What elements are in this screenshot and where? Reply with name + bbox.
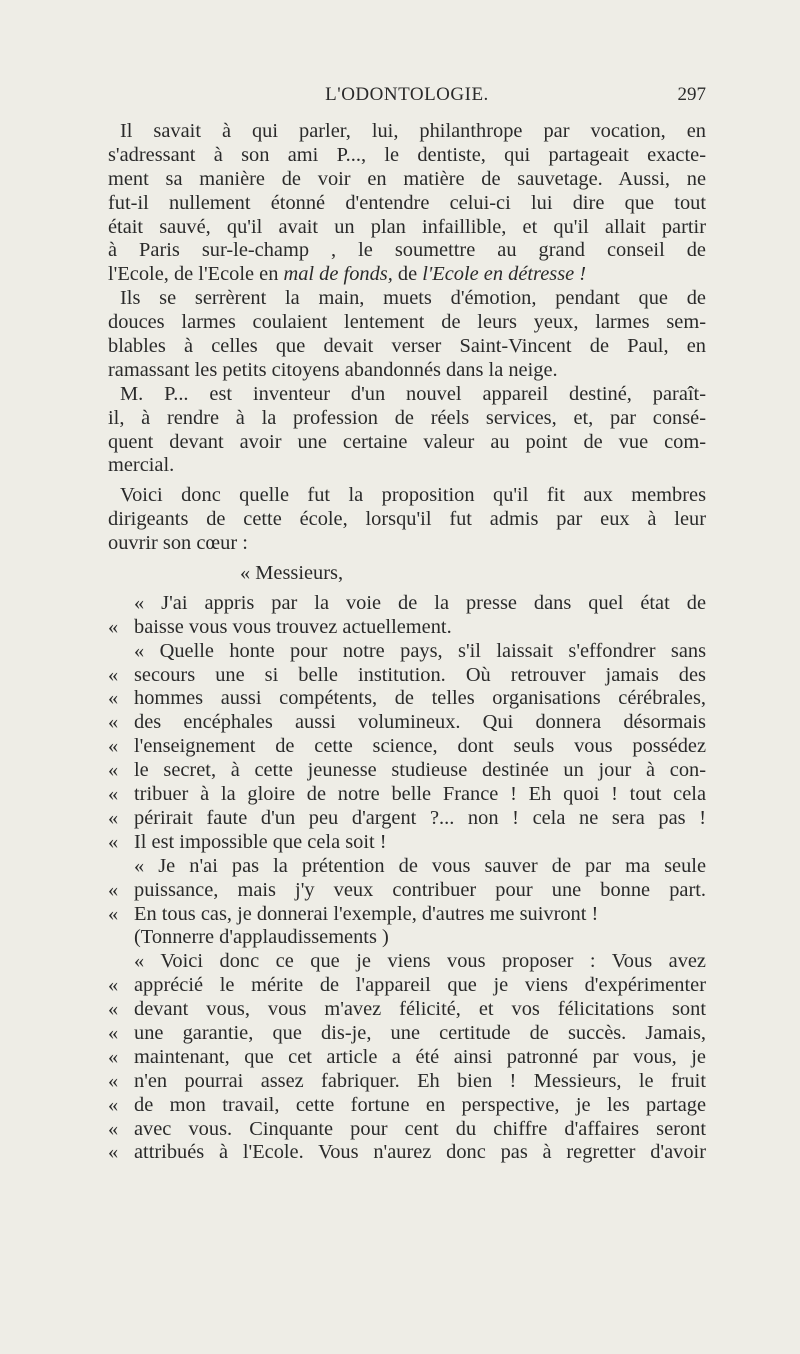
text-line: quent devant avoir une certaine valeur au point de vue com-	[108, 430, 706, 453]
text-line: s'adressant à son ami P..., le dentiste, qui partageait exacte-	[108, 143, 706, 166]
letter-line	[108, 1046, 706, 1070]
quote-mark: «	[108, 1069, 119, 1092]
text-line: Ils se serrèrent la main, muets d'émotion, pendant que de	[120, 287, 706, 310]
text-run: l'Ecole, de l'Ecole en	[108, 263, 284, 286]
letter-line	[108, 879, 706, 903]
letter-line	[108, 616, 706, 640]
letter-text: baisse vous vous trouvez actuellement.	[134, 615, 452, 638]
letter-line	[108, 759, 706, 783]
quote-mark: «	[108, 1117, 119, 1140]
italic-run: mal de fonds,	[283, 263, 393, 286]
letter-text: « J'ai appris par la voie de la presse dans quel état de	[134, 591, 706, 614]
letter-text: avec vous. Cinquante pour cent du chiffre d'affaires seront	[134, 1117, 706, 1140]
letter-text: puissance, mais j'y veux contribuer pour une bonne part.	[134, 878, 706, 901]
letter-text: n'en pourrai assez fabriquer. Eh bien ! Messieurs, le fruit	[134, 1069, 706, 1092]
letter-text: devant vous, vous m'avez félicité, et vos félicitations sont	[134, 998, 706, 1021]
text-line: était sauvé, qu'il avait un plan infaillible, et qu'il allait partir	[108, 215, 706, 238]
text-run: de	[392, 263, 423, 286]
letter-line	[108, 1070, 706, 1094]
letter-text: (Tonnerre d'applaudissements )	[134, 926, 389, 949]
letter-line	[108, 1094, 706, 1118]
letter-text: attribués à l'Ecole. Vous n'aurez donc pas à regretter d'avoir	[134, 1141, 706, 1164]
letter-text: hommes aussi compétents, de telles organisations cérébrales,	[134, 687, 706, 710]
text-line: blables à celles que devait verser Saint-Vincent de Paul, en	[108, 335, 706, 358]
letter-text: secours une si belle institution. Où retrouver jamais des	[134, 663, 706, 686]
letter-text: En tous cas, je donnerai l'exemple, d'autres me suivront !	[134, 902, 599, 925]
quote-mark: «	[108, 1045, 119, 1068]
text-line: dirigeants de cette école, lorsqu'il fut admis par eux à leur	[108, 508, 706, 531]
text-line	[108, 263, 706, 287]
text-line: ment sa manière de voir en matière de sauvetage. Aussi, ne	[108, 167, 706, 190]
quote-mark: «	[108, 1093, 119, 1116]
quote-mark: «	[108, 878, 119, 901]
letter-line	[108, 1141, 706, 1165]
quote-mark: «	[108, 1141, 119, 1164]
letter-text: périrait faute d'un peu d'argent ?... non ! cela ne sera pas !	[134, 806, 706, 829]
letter-text: « Voici donc ce que je viens vous proposer : Vous avez	[134, 950, 706, 973]
letter-line	[108, 974, 706, 998]
letter-text: « Je n'ai pas la prétention de vous sauver de par ma seule	[134, 854, 706, 877]
letter-text: « Quelle honte pour notre pays, s'il laissait s'effondrer sans	[134, 639, 706, 662]
letter-line	[108, 640, 706, 664]
letter-line	[108, 711, 706, 735]
text-line: ramassant les petits citoyens abandonnés dans la neige.	[108, 358, 558, 381]
text-line: M. P... est inventeur d'un nouvel appareil destiné, paraît-	[120, 382, 706, 405]
text-line: Voici donc quelle fut la proposition qu'il fit aux membres	[120, 484, 706, 507]
letter-line	[108, 592, 706, 616]
letter-text: maintenant, que cet article a été ainsi patronné par vous, je	[134, 1045, 706, 1068]
quote-mark: «	[108, 902, 119, 925]
letter-line	[108, 926, 706, 950]
quote-mark: «	[108, 998, 119, 1021]
letter-line	[108, 687, 706, 711]
quote-mark: «	[108, 735, 119, 758]
letter-line	[108, 1118, 706, 1142]
letter-text: apprécié le mérite de l'appareil que je viens d'expérimenter	[134, 974, 706, 997]
quote-mark: «	[108, 974, 119, 997]
letter-line	[108, 735, 706, 759]
letter-text: tribuer à la gloire de notre belle France ! Eh quoi ! tout cela	[134, 783, 706, 806]
text-line: fut-il nullement étonné d'entendre celui-ci lui dire que tout	[108, 191, 706, 214]
letter-line	[108, 903, 706, 927]
text-line: mercial.	[108, 454, 175, 477]
letter-line	[108, 783, 706, 807]
page-header	[108, 84, 706, 114]
letter-line	[108, 831, 706, 855]
text-line: Il savait à qui parler, lui, philanthrope par vocation, en	[120, 120, 706, 142]
text-line: il, à rendre à la profession de réels services, et, par consé-	[108, 406, 706, 429]
page-body	[108, 120, 706, 1165]
letter-text: une garantie, que dis-je, une certitude de succès. Jamais,	[134, 1021, 706, 1044]
letter-text: des encéphales aussi volumineux. Qui donnera désormais	[134, 711, 706, 734]
quote-mark: «	[108, 687, 119, 710]
letter-line	[108, 855, 706, 879]
quote-mark: «	[108, 711, 119, 734]
letter-text: le secret, à cette jeunesse studieuse destinée un jour à con-	[134, 759, 706, 782]
quote-mark: «	[108, 759, 119, 782]
italic-run: l'Ecole en détresse !	[422, 263, 587, 286]
quote-mark: «	[108, 1021, 119, 1044]
quote-mark: «	[108, 806, 119, 829]
page-number: 297	[677, 84, 706, 105]
running-title: L'ODONTOLOGIE.	[325, 84, 489, 105]
quote-mark: «	[108, 830, 119, 853]
text-line: douces larmes coulaient lentement de leurs yeux, larmes sem-	[108, 311, 706, 334]
letter-text: l'enseignement de cette science, dont seuls vous possédez	[134, 735, 706, 758]
letter-salutation: « Messieurs,	[240, 562, 344, 585]
text-line: ouvrir son cœur :	[108, 532, 248, 555]
letter-line	[108, 664, 706, 688]
quote-mark: «	[108, 783, 119, 806]
letter-line	[108, 807, 706, 831]
letter-line	[108, 950, 706, 974]
letter-line	[108, 998, 706, 1022]
letter-line	[108, 1022, 706, 1046]
letter-text: Il est impossible que cela soit !	[134, 830, 387, 853]
letter-text: de mon travail, cette fortune en perspective, je les partage	[134, 1093, 706, 1116]
quote-mark: «	[108, 663, 119, 686]
text-line: à Paris sur-le-champ , le soumettre au grand conseil de	[108, 239, 706, 262]
quote-mark: «	[108, 615, 119, 638]
